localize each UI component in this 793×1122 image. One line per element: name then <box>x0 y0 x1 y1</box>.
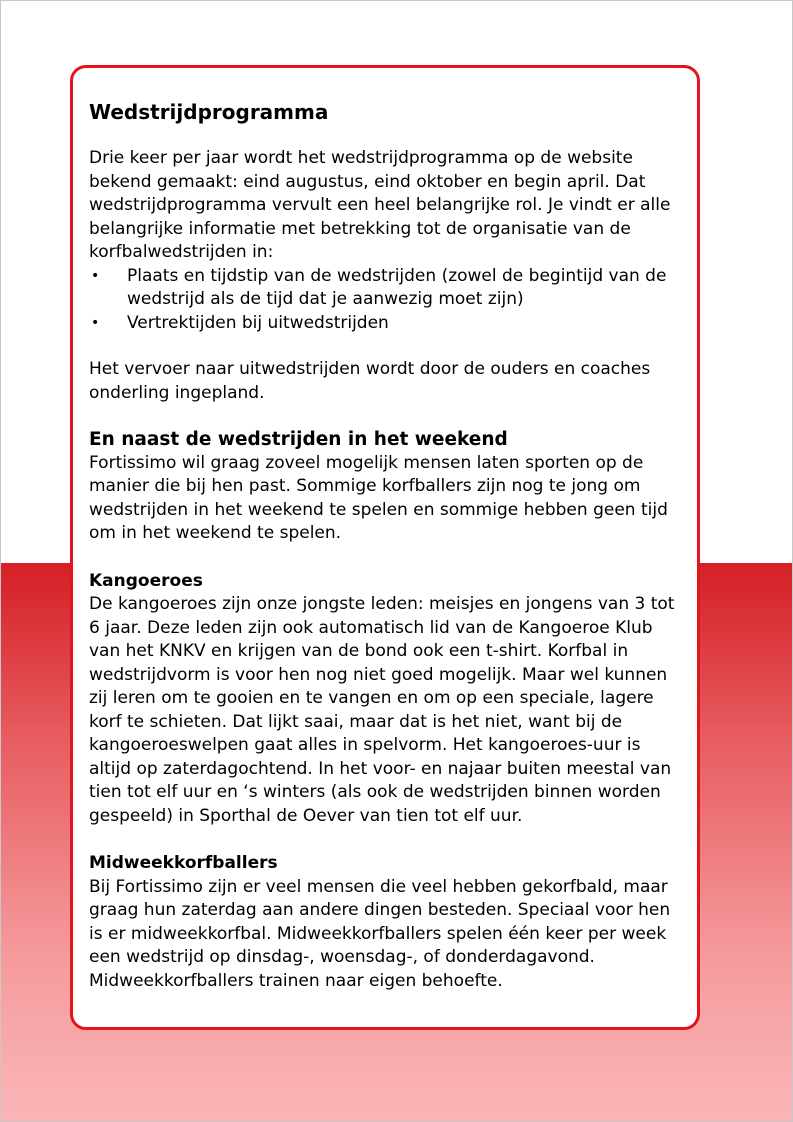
info-list <box>89 265 683 336</box>
list-item: • Plaats en tijdstip van de wedstrijden (zowel de begintijd van de wedstrijd als de tijd dat je aanwezig moet zijn) <box>91 265 667 309</box>
heading-wedstrijdprogramma: Wedstrijdprogramma <box>89 100 329 124</box>
fortissimo-paragraph: Fortissimo wil graag zoveel mogelijk mensen laten sporten op de manier die bij hen past. Sommige korfballers zijn nog te jong om wedstrijden in het weekend te spelen en sommige hebben geen tijd om in het weekend te spelen. <box>89 452 668 543</box>
list-item: • Vertrektijden bij uitwedstrijden <box>89 312 683 336</box>
midweek-paragraph: Bij Fortissimo zijn er veel mensen die veel hebben gekorfbald, maar graag hun zaterdag aan andere dingen besteden. Speciaal voor hen is er midweekkorfbal. Midweekkorfballers spelen één keer per week een wedstrijd op dinsdag-, woensdag-, of donderdagavond. Midweekkorfballers trainen naar eigen behoefte. <box>89 876 671 991</box>
bullet-icon: • <box>91 314 100 331</box>
bullet-icon: • <box>91 267 100 284</box>
heading-naast-wedstrijden: En naast de wedstrijden in het weekend <box>89 429 508 450</box>
transport-paragraph: Het vervoer naar uitwedstrijden wordt door de ouders en coaches onderling ingepland. <box>89 359 651 403</box>
heading-kangoeroes: Kangoeroes <box>89 570 203 591</box>
heading-midweekkorfballers: Midweekkorfballers <box>89 853 278 873</box>
content-card <box>70 65 700 1030</box>
kangoeroes-paragraph: De kangoeroes zijn onze jongste leden: meisjes en jongens van 3 tot 6 jaar. Deze leden zijn ook automatisch lid van de Kangoeroe Klub van het KNKV en krijgen van de bond ook een t-shirt. Korfbal in wedstrijdvorm is voor hen nog niet goed mogelijk. Maar wel kunnen zij leren om te gooien en te vangen en om op een speciale, lagere korf te schieten. Dat lijkt saai, maar dat is het niet, want bij de kangoeroeswelpen gaat alles in spelvorm. Het kangoeroes-uur is altijd op zaterdagochtend. In het voor- en najaar buiten meestal van tien tot elf uur en ‘s winters (als ook de wedstrijden binnen worden gespeeld) in Sporthal de Oever van tien tot elf uur. <box>89 594 675 826</box>
intro-paragraph: Drie keer per jaar wordt het wedstrijdprogramma op de website bekend gemaakt: eind augustus, eind oktober en begin april. Dat wedstrijdprogramma vervult een heel belangrijke rol. Je vindt er alle belangrijke informatie met betrekking tot de organisatie van de korfbalwedstrijden in: <box>89 148 671 262</box>
